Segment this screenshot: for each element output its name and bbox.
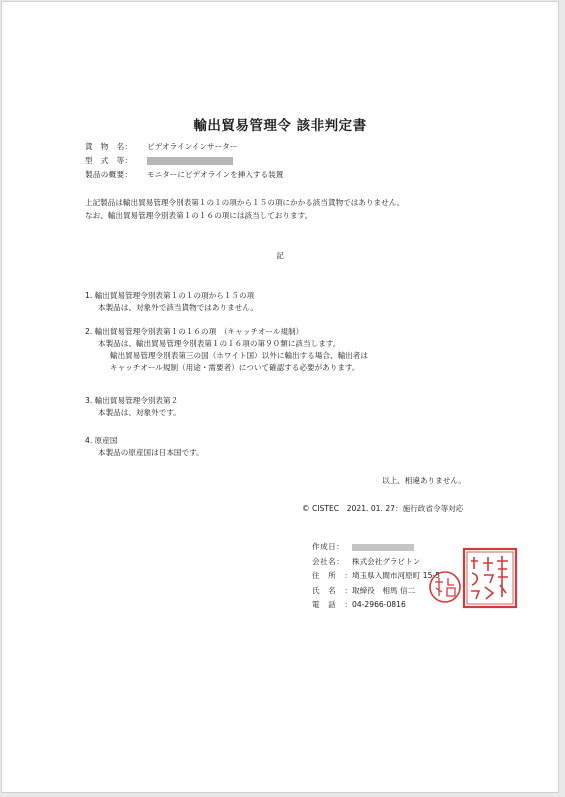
section-line: 本製品は、対象外です。: [98, 408, 181, 417]
company-name: 株式会社グラビトン: [352, 556, 421, 566]
issuer-block: [312, 540, 440, 613]
field-label: 製品の概要：: [85, 170, 133, 179]
field-value: ビデオラインインサーター: [147, 142, 238, 151]
field-value: モニターにビデオラインを挿入する装置: [147, 170, 284, 179]
section-3: [85, 395, 181, 419]
section-subline: 輸出貿易管理令別表第三の国（ホワイト国）以外に輸出する場合、輸出者は: [110, 351, 368, 360]
copyright-notice: © CISTEC 2021. 01. 27：施行政省令等対応: [302, 504, 464, 513]
phone-label: 電 話 ：: [312, 600, 353, 610]
section-heading: 2. 輸出貿易管理令別表第１の１６の項 （キャッチオール規制）: [85, 327, 304, 336]
section-line: 本製品の原産国は日本国です。: [98, 448, 204, 457]
personal-seal-icon: [428, 570, 462, 604]
address-row: [312, 569, 440, 584]
field-model: [85, 156, 233, 166]
company-label: 会社名：: [312, 556, 345, 566]
name-label: 氏 名 ：: [312, 585, 353, 595]
name-value: 取締役 相馬 信二: [352, 585, 416, 595]
section-line: 本製品は、対象外で該当貨物ではありません。: [98, 303, 258, 312]
address-label: 住 所 ：: [312, 571, 353, 581]
intro-line-2: なお、輸出貿易管理令別表第１の１６の項には該当しております。: [85, 211, 313, 220]
phone-row: [312, 598, 440, 613]
field-label: 型 式 等：: [85, 156, 133, 165]
company-seal-icon: [462, 547, 518, 609]
field-product-name: [85, 142, 237, 152]
address-value: 埼玉県入間市河原町 15-5: [352, 571, 440, 581]
name-row: [312, 584, 440, 599]
phone-value: 04-2966-0816: [352, 600, 406, 610]
ki-heading: 記: [276, 251, 284, 260]
document-title: 輸出貿易管理令 該非判定書: [193, 118, 367, 134]
field-summary: [85, 170, 283, 180]
section-2: [85, 326, 368, 374]
section-4: [85, 435, 204, 459]
document-page: [2, 2, 558, 792]
section-1: [85, 290, 258, 314]
closing-statement: 以上、相違ありません。: [382, 476, 466, 485]
intro-line-1: 上記製品は輸出貿易管理令別表第１の１の項から１５の項にかかる該当貨物ではありません。: [85, 198, 405, 207]
date-label: 作成日：: [312, 542, 345, 551]
section-line: 本製品は、輸出貿易管理令別表第１の１６項の第９０類に該当します。: [98, 339, 341, 348]
section-subline: キャッチオール規制（用途・需要者）について確認する必要があります。: [110, 363, 360, 372]
field-label: 貨 物 名：: [85, 142, 133, 151]
issue-date-row: [312, 540, 440, 555]
redacted-date: [352, 544, 414, 551]
redacted-model-number: [147, 157, 233, 165]
section-heading: 4. 原産国: [85, 436, 118, 445]
section-heading: 3. 輸出貿易管理令別表第２: [85, 396, 179, 405]
section-heading: 1. 輸出貿易管理令別表第１の１の項から１５の項: [85, 291, 255, 300]
company-row: [312, 555, 440, 570]
